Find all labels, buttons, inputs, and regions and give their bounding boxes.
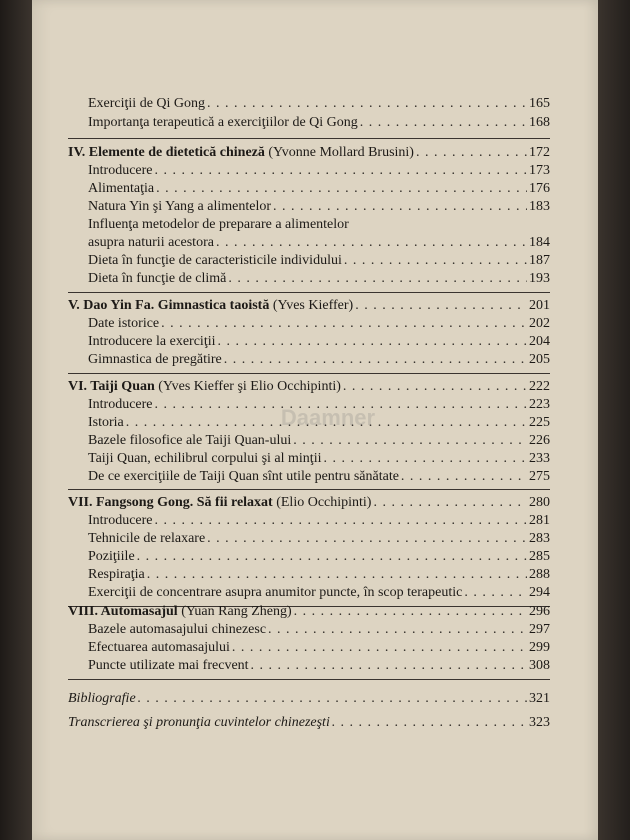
toc-entry	[88, 530, 550, 548]
toc-entry	[68, 714, 550, 732]
toc-entry-page: 288	[529, 567, 550, 582]
toc-entry	[88, 95, 550, 113]
chapter-author: (Yvonne Mollard Brusini)	[264, 145, 414, 160]
toc-entry-page: 193	[529, 271, 550, 286]
toc-entry-page: 223	[529, 397, 550, 412]
section-divider	[68, 679, 550, 680]
section-divider	[68, 138, 550, 139]
toc-entry-title: Alimentaţia	[88, 181, 155, 196]
section-divider	[68, 292, 550, 293]
toc-entry	[88, 450, 550, 468]
toc-entry-page: 204	[529, 334, 550, 349]
toc-entry-title: Exerciţii de concentrare asupra anumitor puncte, în scop terapeutic	[88, 585, 463, 600]
toc-chapter-heading	[68, 378, 550, 396]
toc-entry-title: Efectuarea automasajului	[88, 640, 230, 655]
toc-entry-page: 275	[529, 469, 550, 484]
toc-entry-title: Dieta în funcţie de caracteristicile individului	[88, 253, 342, 268]
toc-entry	[88, 180, 550, 198]
toc-entry-page: 299	[529, 640, 550, 655]
toc-entry-title: Introducere	[88, 513, 153, 528]
chapter-title: VIII. Automasajul	[68, 604, 178, 619]
toc-entry-page: 285	[529, 549, 550, 564]
toc-entry	[88, 234, 550, 252]
toc-entry-page: 176	[529, 181, 550, 196]
toc-entry-title: Poziţiile	[88, 549, 135, 564]
toc-entry	[88, 621, 550, 639]
toc-entry	[88, 512, 550, 530]
toc-entry-title: Natura Yin şi Yang a alimentelor	[88, 199, 272, 214]
toc-entry	[88, 468, 550, 486]
toc-chapter-heading	[68, 144, 550, 162]
chapter-title: V. Dao Yin Fa. Gimnastica taoistă	[68, 298, 270, 313]
toc-entry-page: 187	[529, 253, 550, 268]
chapter-page: 201	[529, 298, 550, 313]
toc-entry	[88, 414, 550, 432]
toc-entry-title: Exerciţii de Qi Gong	[88, 96, 206, 111]
chapter-page: 296	[529, 604, 550, 619]
toc-entry	[88, 162, 550, 180]
toc-entry	[88, 114, 550, 132]
chapter-title: VI. Taiji Quan	[68, 379, 155, 394]
toc-entry-title: Transcrierea şi pronunţia cuvintelor chinezeşti	[68, 715, 330, 730]
toc-entry-page: 202	[529, 316, 550, 331]
toc-entry-title: Introducere	[88, 163, 153, 178]
toc-entry-title: Respiraţia	[88, 567, 145, 582]
toc-entry	[88, 198, 550, 216]
toc-entry-title: De ce exerciţiile de Taiji Quan sînt utile pentru sănătate	[88, 469, 399, 484]
toc-entry-page: 225	[529, 415, 550, 430]
toc-chapter-heading	[68, 297, 550, 315]
toc-entry-page: 233	[529, 451, 550, 466]
toc-entry-title: Dieta în funcţie de climă	[88, 271, 227, 286]
toc-entry-page: 283	[529, 531, 550, 546]
toc-entry-title: Bazele filosofice ale Taiji Quan-ului	[88, 433, 292, 448]
toc-entry	[88, 432, 550, 450]
toc-entry	[88, 566, 550, 584]
chapter-author: (Elio Occhipinti)	[272, 495, 372, 510]
toc-entry-page: 183	[529, 199, 550, 214]
toc-chapter-heading	[68, 494, 550, 512]
toc-entry-title: Importanţa terapeutică a exerciţiilor de Qi Gong	[88, 115, 358, 130]
chapter-title: VII. Fangsong Gong. Să fii relaxat	[68, 495, 273, 510]
toc-entry-title: Istoria	[88, 415, 124, 430]
toc-entry-page: 308	[529, 658, 550, 673]
toc-entry	[88, 270, 550, 288]
toc-entry-title: Date istorice	[88, 316, 160, 331]
toc-entry	[88, 252, 550, 270]
toc-entry-page: 168	[529, 115, 550, 130]
toc-entry	[88, 396, 550, 414]
toc-entry-title: Influenţa metodelor de preparare a alimentelor	[88, 217, 349, 232]
toc-entry-page: 173	[529, 163, 550, 178]
toc-entry-title: Gimnastica de pregătire	[88, 352, 222, 367]
toc-entry-page: 226	[529, 433, 550, 448]
toc-entry-title: Tehnicile de relaxare	[88, 531, 206, 546]
toc-entry-title: Introducere	[88, 397, 153, 412]
toc-entry	[88, 657, 550, 675]
chapter-page: 280	[529, 495, 550, 510]
toc-entry	[88, 333, 550, 351]
chapter-page: 222	[529, 379, 550, 394]
toc-entry-title: Introducere la exerciţii	[88, 334, 216, 349]
toc-entry-page: 184	[529, 235, 550, 250]
toc-entry-title: Taiji Quan, echilibrul corpului şi al minţii	[88, 451, 322, 466]
watermark-logo: Daamner	[280, 405, 376, 430]
toc-entry	[88, 315, 550, 333]
section-divider	[68, 373, 550, 374]
toc-entry-page: 323	[529, 715, 550, 730]
toc-entry-page: 321	[529, 691, 550, 706]
toc-entry	[68, 690, 550, 708]
chapter-page: 172	[529, 145, 550, 160]
toc-entry	[88, 639, 550, 657]
toc-entry-title: Bibliografie	[68, 691, 136, 706]
toc-chapter-heading	[68, 603, 550, 621]
toc-entry-page: 294	[529, 585, 550, 600]
chapter-author: (Yves Kieffer)	[269, 298, 354, 313]
toc-entry-page: 205	[529, 352, 550, 367]
chapter-title: IV. Elemente de dietetică chineză	[68, 145, 265, 160]
toc-entry	[88, 584, 550, 602]
toc-entry-title: Bazele automasajului chinezesc	[88, 622, 267, 637]
chapter-author: (Yuan Rang Zheng)	[177, 604, 292, 619]
toc-entry	[88, 351, 550, 369]
toc-entry-page: 297	[529, 622, 550, 637]
chapter-author: (Yves Kieffer şi Elio Occhipinti)	[154, 379, 341, 394]
toc-entry	[88, 548, 550, 566]
toc-entry-title: Puncte utilizate mai frecvent	[88, 658, 249, 673]
toc-entry-page: 165	[529, 96, 550, 111]
toc-entry	[88, 216, 550, 234]
section-divider	[68, 489, 550, 490]
toc-entry-title: asupra naturii acestora	[88, 235, 214, 250]
toc-entry-page: 281	[529, 513, 550, 528]
